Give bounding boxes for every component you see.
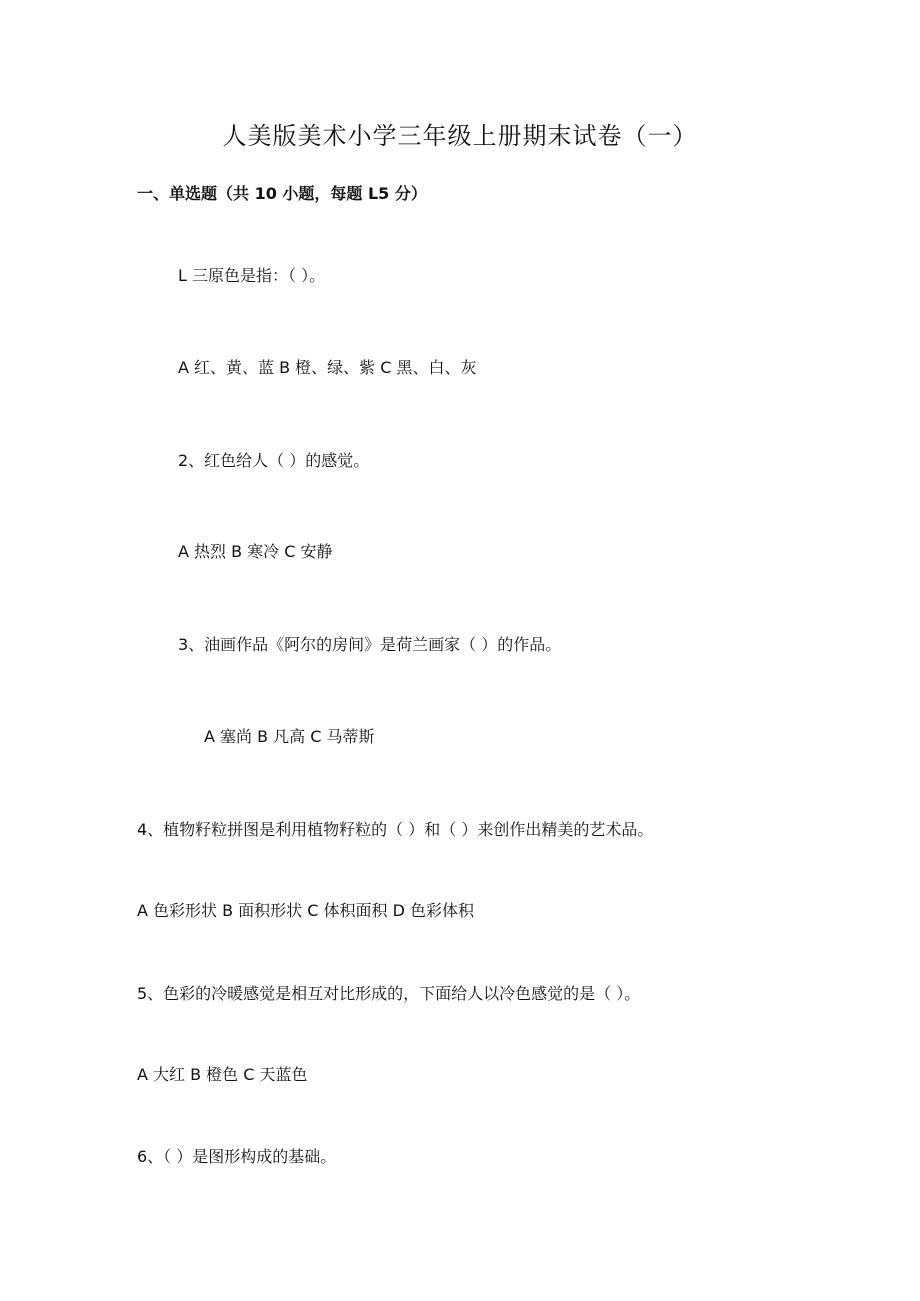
question-5: 5、色彩的冷暖感觉是相互对比形成的，下面给人以冷色感觉的是（ ）。 xyxy=(137,984,641,1003)
question-6: 6、（ ）是图形构成的基础。 xyxy=(137,1147,337,1166)
question-2-options: A 热烈 B 寒冷 C 安静 xyxy=(178,542,333,561)
question-2: 2、红色给人（ ）的感觉。 xyxy=(178,451,370,470)
section-heading: 一、单选题（共 10 小题，每题 L5 分） xyxy=(137,184,427,203)
question-5-options: A 大红 B 橙色 C 天蓝色 xyxy=(137,1065,308,1084)
document-title: 人美版美术小学三年级上册期末试卷（一） xyxy=(222,122,698,150)
question-3-options: A 塞尚 B 凡高 C 马蒂斯 xyxy=(204,727,375,746)
question-3: 3、油画作品《阿尔的房间》是荷兰画家（ ）的作品。 xyxy=(178,635,562,654)
question-4: 4、植物籽粒拼图是利用植物籽粒的（ ）和（ ）来创作出精美的艺术品。 xyxy=(137,820,654,839)
question-4-options: A 色彩形状 B 面积形状 C 体积面积 D 色彩体积 xyxy=(137,901,475,920)
question-1: L 三原色是指：（ ）。 xyxy=(178,266,326,285)
question-1-options: A 红、黄、蓝 B 橙、绿、紫 C 黑、白、灰 xyxy=(178,358,477,377)
